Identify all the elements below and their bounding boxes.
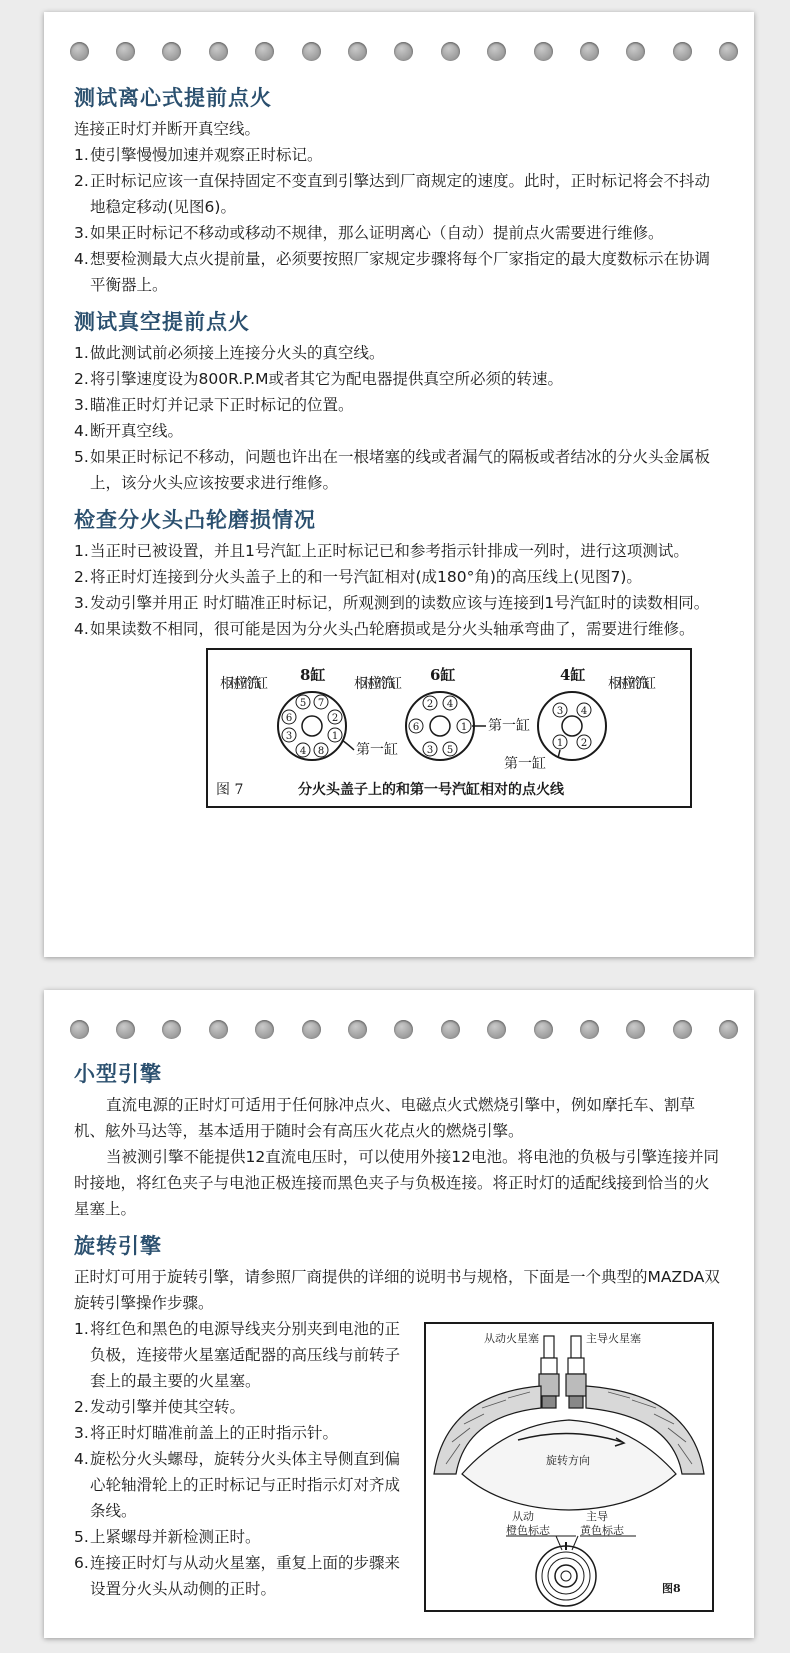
binder-hole [580, 42, 599, 61]
step-item: 3. 发动引擎并用正 时灯瞄准正时标记，所观测到的读数应该与连接到1号汽缸时的读数相同。 [74, 594, 710, 612]
svg-text:1: 1 [460, 722, 468, 733]
svg-text:5: 5 [446, 745, 454, 756]
step-item: 2. 正时标记应该一直保持固定不变直到引擎达到厂商规定的速度。此时，正时标记将会不抖动地稳定移动(见图6)。 [74, 172, 711, 216]
step-item: 3. 如果正时标记不移动或移动不规律，那么证明离心（自动）提前点火需要进行维修。 [74, 224, 664, 242]
section-title-rotary-engine: 旋转引擎 [74, 1234, 162, 1258]
svg-text:6: 6 [285, 713, 293, 724]
svg-text:4: 4 [299, 746, 307, 757]
binder-holes [70, 42, 728, 64]
svg-text:3: 3 [556, 706, 564, 717]
svg-text:2: 2 [426, 699, 434, 710]
label-lead: 主导 [586, 1510, 608, 1523]
binder-hole [487, 42, 506, 61]
label-first-cyl-6: 第一缸 [488, 718, 530, 734]
binder-hole [673, 1020, 692, 1039]
binder-hole [70, 42, 89, 61]
cap-8cyl [278, 692, 346, 760]
svg-text:4: 4 [446, 699, 454, 710]
svg-text:8: 8 [317, 746, 325, 757]
binder-hole [394, 42, 413, 61]
spark-plug-follow [539, 1336, 559, 1408]
label-first-cyl-8: 第一缸 [356, 742, 398, 758]
step-item: 1. 使引擎慢慢加速并观察正时标记。 [74, 146, 323, 164]
binder-hole [116, 42, 135, 61]
binder-hole [441, 1020, 460, 1039]
label-lead-plug: 主导火星塞 [586, 1332, 641, 1345]
binder-hole [719, 42, 738, 61]
binder-hole [162, 1020, 181, 1039]
figure-8-rotary-engine [424, 1322, 714, 1612]
svg-text:3: 3 [285, 731, 293, 742]
svg-text:2: 2 [331, 713, 339, 724]
figure-7-distributor-caps [206, 648, 692, 808]
label-follow: 从动 [512, 1510, 534, 1523]
label-follow-mark: 橙色标志 [506, 1524, 550, 1537]
step-item: 5. 上紧螺母并新检测正时。 [74, 1528, 261, 1546]
step-item: 4. 断开真空线。 [74, 422, 184, 440]
figure-7-caption: 分火头盖子上的和第一号汽缸相对的点火线 [298, 782, 564, 798]
rotary-body [74, 1316, 724, 1602]
rotary-steps [74, 1316, 414, 1602]
binder-hole [116, 1020, 135, 1039]
cap-4cyl [538, 692, 606, 760]
step-item: 1. 做此测试前必须接上连接分火头的真空线。 [74, 344, 385, 362]
step-item: 1. 当正时已被设置，并且1号汽缸上正时标记已和参考指示针排成一列时，进行这项测试。 [74, 542, 689, 560]
binder-hole [719, 1020, 738, 1039]
binder-hole [302, 42, 321, 61]
section-title-vacuum: 测试真空提前点火 [74, 310, 250, 334]
label-opposite-8: 相对应的汽缸 [220, 676, 268, 692]
small-engine-para-2: 当被测引擎不能提供12直流电压时，可以使用外接12电池。将电池的负极与引擎连接并同时接地，将红色夹子与电池正极连接而黑色夹子与负极连接。将正时灯的适配线接到恰当的火星塞上。 [74, 1148, 719, 1218]
binder-hole [348, 42, 367, 61]
svg-text:1: 1 [556, 738, 564, 749]
binder-hole [302, 1020, 321, 1039]
svg-text:4: 4 [580, 706, 588, 717]
cap4-terminals [553, 703, 591, 749]
step-item: 1. 将红色和黑色的电源导线夹分别夹到电池的正负极，连接带火星塞适配器的高压线与前转子套上的最主要的火星塞。 [74, 1320, 401, 1390]
small-engine-para-1: 直流电源的正时灯可适用于任何脉冲点火、电磁点火式燃烧引擎中，例如摩托车、割草机、舷外马达等，基本适用于随时会有高压火花点火的燃烧引擎。 [74, 1096, 696, 1140]
binder-hole [441, 42, 460, 61]
label-lead-mark: 黄色标志 [580, 1524, 624, 1537]
notebook-card-2 [44, 990, 754, 1638]
pulley [536, 1546, 596, 1606]
binder-hole [255, 42, 274, 61]
label-4cyl: 4缸 [560, 666, 586, 684]
binder-hole [673, 42, 692, 61]
figure-8-caption: 图8 [662, 1582, 681, 1595]
binder-hole [162, 42, 181, 61]
svg-text:2: 2 [580, 738, 588, 749]
step-item: 3. 瞄准正时灯并记录下正时标记的位置。 [74, 396, 354, 414]
binder-hole [209, 42, 228, 61]
cap8-terminals [282, 695, 342, 757]
binder-hole [394, 1020, 413, 1039]
step-item: 4. 如果读数不相同，很可能是因为分火头凸轮磨损或是分火头轴承弯曲了，需要进行维修。 [74, 620, 695, 638]
cam-wear-steps [74, 538, 724, 642]
section-title-centrifugal: 测试离心式提前点火 [74, 86, 272, 110]
section-title-cam-wear: 检查分火头凸轮磨损情况 [74, 508, 316, 532]
binder-hole [626, 1020, 645, 1039]
svg-text:7: 7 [317, 698, 325, 709]
step-item: 3. 将正时灯瞄准前盖上的正时指示针。 [74, 1424, 339, 1442]
label-opposite-6: 相对应的汽缸 [354, 676, 402, 692]
vacuum-steps [74, 340, 724, 496]
label-first-cyl-4: 第一缸 [504, 756, 546, 772]
binder-hole [534, 42, 553, 61]
binder-hole [626, 42, 645, 61]
centrifugal-steps [74, 142, 724, 298]
rotary-intro: 正时灯可用于旋转引擎，请参照厂商提供的详细的说明书与规格，下面是一个典型的MAZDA双旋转引擎操作步骤。 [74, 1268, 720, 1312]
label-8cyl: 8缸 [300, 666, 326, 684]
binder-holes [70, 1020, 728, 1042]
step-item: 2. 将引擎速度设为800R.P.M或者其它为配电器提供真空所必须的转速。 [74, 370, 563, 388]
cap6-terminals [409, 696, 471, 756]
step-item: 4. 旋松分火头螺母，旋转分火头体主导侧直到偏心轮轴滑轮上的正时标记与正时指示灯对齐成条线。 [74, 1450, 401, 1520]
section-title-small-engine: 小型引擎 [74, 1062, 162, 1086]
binder-hole [255, 1020, 274, 1039]
label-rotation-direction: 旋转方向 [546, 1454, 590, 1467]
step-item: 2. 将正时灯连接到分火头盖子上的和一号汽缸相对(成180°角)的高压线上(见图7)。 [74, 568, 642, 586]
svg-text:3: 3 [426, 745, 434, 756]
binder-hole [534, 1020, 553, 1039]
card1-content [74, 74, 724, 808]
card2-content [74, 1050, 724, 1602]
step-item: 6. 连接正时灯与从动火星塞，重复上面的步骤来设置分火头从动侧的正时。 [74, 1554, 401, 1598]
notebook-card-1 [44, 12, 754, 957]
label-6cyl: 6缸 [430, 666, 456, 684]
step-item: 4. 想要检测最大点火提前量，必须要按照厂家规定步骤将每个厂家指定的最大度数标示在协调平衡器上。 [74, 250, 711, 294]
binder-hole [580, 1020, 599, 1039]
label-follow-plug: 从动火星塞 [484, 1332, 539, 1345]
binder-hole [487, 1020, 506, 1039]
spark-plug-lead [566, 1336, 586, 1408]
binder-hole [70, 1020, 89, 1039]
binder-hole [348, 1020, 367, 1039]
step-item: 2. 发动引擎并使其空转。 [74, 1398, 246, 1416]
figure-7-number: 图 7 [216, 782, 244, 798]
svg-text:5: 5 [299, 698, 307, 709]
section-intro: 连接正时灯并断开真空线。 [74, 120, 261, 138]
svg-text:6: 6 [412, 722, 420, 733]
step-item: 5. 如果正时标记不移动，问题也许出在一根堵塞的线或者漏气的隔板或者结冰的分火头金属板上，该分火头应该按要求进行维修。 [74, 448, 711, 492]
binder-hole [209, 1020, 228, 1039]
label-opposite-4: 相对应的汽缸 [608, 676, 656, 692]
svg-text:1: 1 [331, 731, 339, 742]
